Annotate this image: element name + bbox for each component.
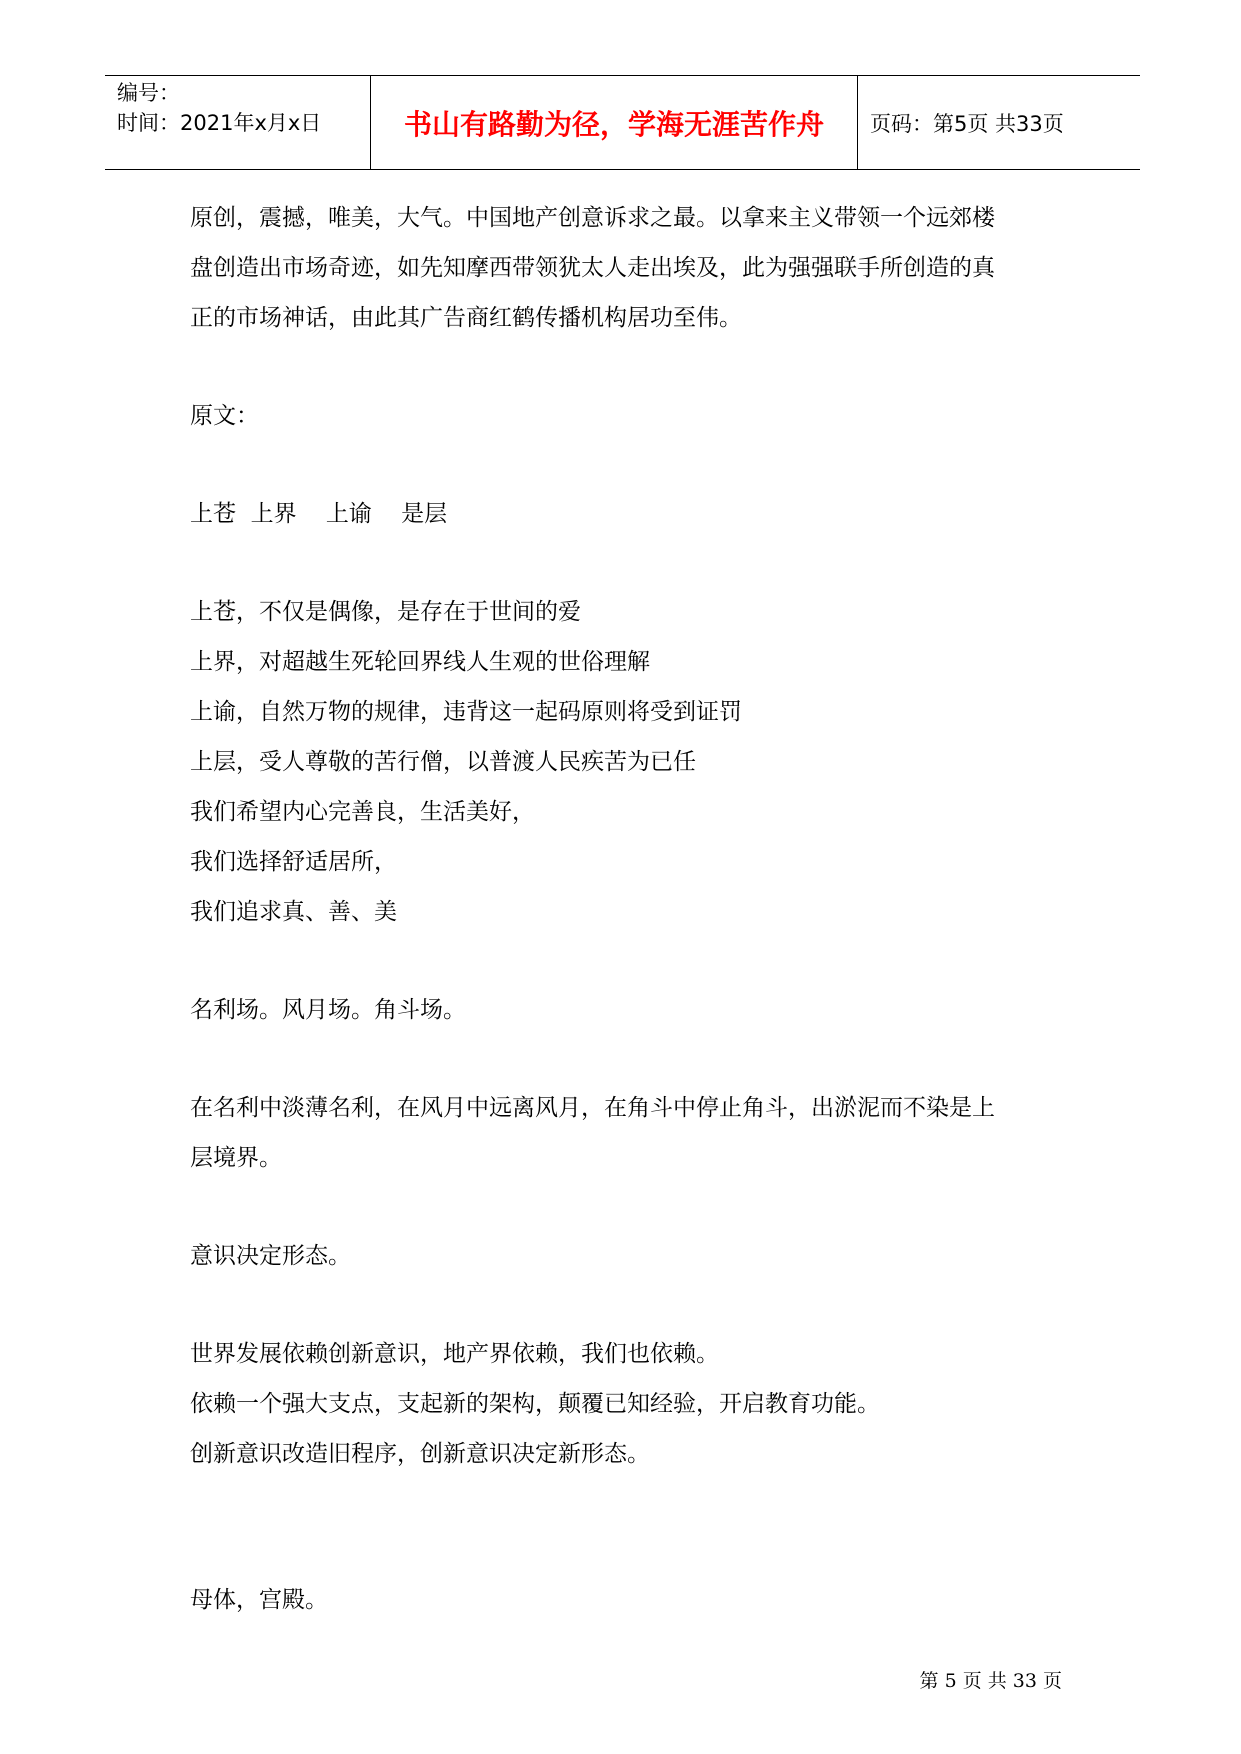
- poem-line: 我们希望内心完善良，生活美好，: [190, 799, 535, 825]
- document-body: [190, 193, 1090, 1625]
- footer-page-number: 第 5 页 共 33 页: [919, 1670, 1062, 1692]
- poem-line: 我们追求真、善、美: [190, 899, 397, 925]
- page-info-text: 页码：第5页 共33页: [870, 111, 1064, 136]
- paragraph-line: 盘创造出市场奇迹，如先知摩西带领犹太人走出埃及，此为强强联手所创造的真: [190, 255, 995, 281]
- titles-line: 上苍 上界 上谕 是层: [190, 501, 448, 527]
- time-label: 时间：2021年x月x日: [117, 111, 322, 135]
- paragraph-line: 正的市场神话，由此其广告商红鹤传播机构居功至伟。: [190, 305, 742, 331]
- paragraph-line: 层境界。: [190, 1145, 282, 1171]
- poem-line: 我们选择舒适居所，: [190, 849, 397, 875]
- poem-line: 上界，对超越生死轮回界线人生观的世俗理解: [190, 649, 650, 675]
- paragraph-line: 在名利中淡薄名利，在风月中远离风月，在角斗中停止角斗，出淤泥而不染是上: [190, 1095, 995, 1121]
- paragraph-line: 世界发展依赖创新意识，地产界依赖，我们也依赖。: [190, 1341, 719, 1367]
- poem-line: 上谕，自然万物的规律，违背这一起码原则将受到证罚: [190, 699, 742, 725]
- paragraph-line: 创新意识改造旧程序，创新意识决定新形态。: [190, 1441, 650, 1467]
- muti-line: 母体，宫殿。: [190, 1587, 328, 1613]
- poem-line: 上层，受人尊敬的苦行僧，以普渡人民疾苦为已任: [190, 749, 696, 775]
- mingli-line: 名利场。风月场。角斗场。: [190, 997, 466, 1023]
- motto-cell: [371, 76, 858, 169]
- paragraph-line: 依赖一个强大支点，支起新的架构，颠覆已知经验，开启教育功能。: [190, 1391, 880, 1417]
- number-label: 编号：: [117, 81, 180, 105]
- paragraph-line: 原创，震撼，唯美，大气。中国地产创意诉求之最。以拿来主义带领一个远郊楼: [190, 205, 995, 231]
- motto-text: 书山有路勤为径，学海无涯苦作舟: [403, 107, 824, 141]
- document-header: [105, 75, 1140, 170]
- page-footer: [0, 1666, 1062, 1693]
- poem-line: 上苍，不仅是偶像，是存在于世间的爱: [190, 599, 581, 625]
- yuanwen-heading: 原文：: [190, 403, 259, 429]
- page-info-cell: [858, 76, 1140, 169]
- yishi-line: 意识决定形态。: [190, 1243, 351, 1269]
- header-meta-cell: [105, 76, 371, 169]
